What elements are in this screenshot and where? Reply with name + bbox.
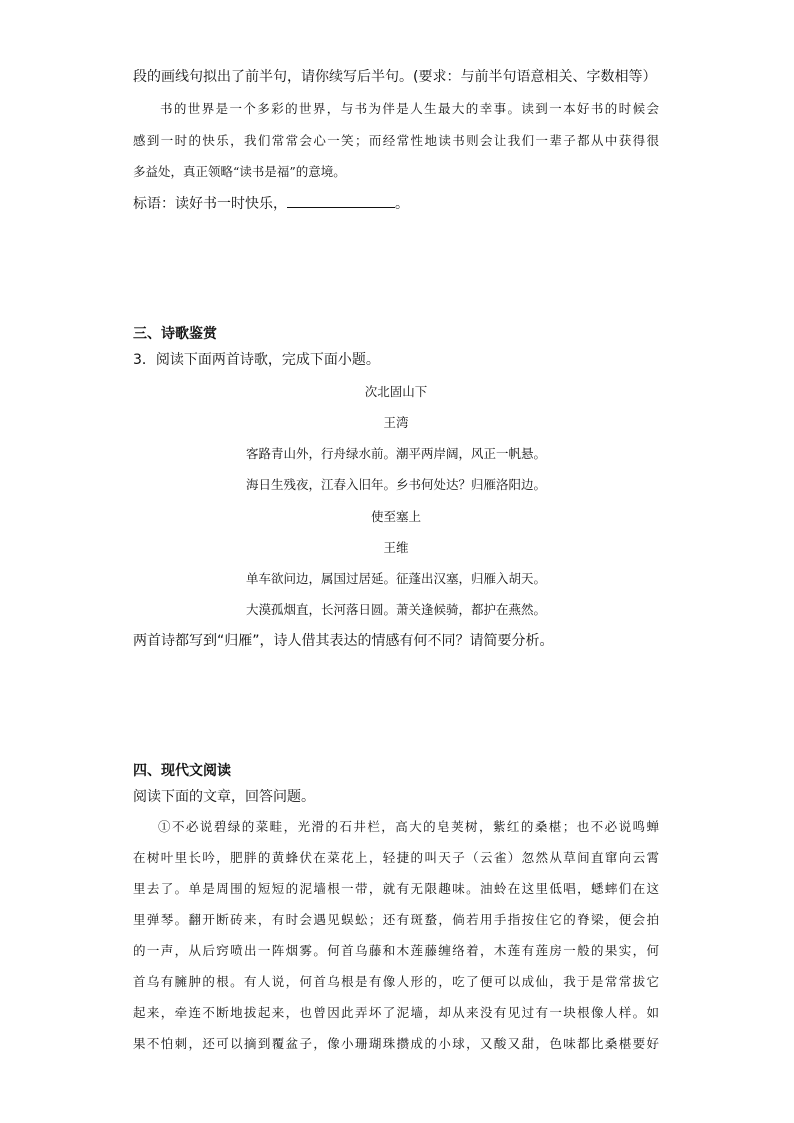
poem2-title: 使至塞上: [370, 509, 421, 524]
poem1-title: 次北固山下: [364, 384, 428, 399]
section4-instruction: 阅读下面的文章，回答问题。: [133, 789, 315, 805]
slogan-prefix: 标语：读好书一时快乐，: [133, 196, 287, 212]
article-line-5: 的一声，从后窍喷出一阵烟雾。何首乌藤和木莲藤缠络着，木莲有莲房一般的果实，何: [133, 943, 659, 958]
section3-question: 3．阅读下面两首诗歌，完成下面小题。: [133, 352, 380, 368]
article-line-8: 果不怕刺，还可以摘到覆盆子，像小珊瑚珠攒成的小球，又酸又甜，色味都比桑椹要好: [133, 1036, 659, 1051]
intro-instruction: 段的画线句拟出了前半句，请你续写后半句。(要求：与前半句语意相关、字数相等）: [133, 69, 657, 85]
intro-passage-line-3: 多益处，真正领略“读书是福”的意境。: [133, 164, 346, 179]
section4-heading: 四、现代文阅读: [133, 763, 231, 779]
poem2-author: 王维: [383, 540, 409, 555]
article-line-7: 起来，牵连不断地拔起来，也曾因此弄坏了泥墙，却从来没有见过有一块根像人样。如: [133, 1005, 659, 1020]
slogan-line: [133, 193, 409, 213]
poem2-line-2: 大漠孤烟直，长河落日圆。萧关逢候骑，都护在燕然。: [245, 602, 546, 617]
slogan-suffix: 。: [395, 196, 409, 212]
poem1-author: 王湾: [383, 415, 409, 430]
poem1-line-2: 海日生残夜，江春入旧年。乡书何处达？归雁洛阳边。: [245, 477, 546, 492]
poem1-line-1: 客路青山外，行舟绿水前。潮平两岸阔，风正一帆悬。: [245, 446, 546, 461]
intro-passage-line-1: 书的世界是一个多彩的世界，与书为伴是人生最大的幸事。读到一本好书的时候会: [160, 101, 659, 116]
article-line-1: ①不必说碧绿的菜畦，光滑的石井栏，高大的皂荚树，紫红的桑椹；也不必说鸣蝉: [158, 819, 659, 834]
article-line-2: 在树叶里长吟，肥胖的黄蜂伏在菜花上，轻捷的叫天子（云雀）忽然从草间直窜向云霄: [133, 850, 659, 865]
intro-passage-line-2: 感到一时的快乐，我们常常会心一笑；而经常性地读书则会让我们一辈子都从中获得很: [133, 133, 659, 148]
poem2-line-1: 单车欲问边，属国过居延。征蓬出汉塞，归雁入胡天。: [245, 571, 546, 586]
article-line-3: 里去了。单是周围的短短的泥墙根一带，就有无限趣味。油蛉在这里低唱，蟋蟀们在这: [133, 881, 659, 896]
section3-heading: 三、诗歌鉴赏: [133, 326, 217, 342]
section3-prompt: 两首诗都写到“归雁”，诗人借其表达的情感有何不同？请简要分析。: [133, 633, 554, 649]
slogan-answer-blank[interactable]: [287, 195, 395, 208]
article-line-4: 里弹琴。翻开断砖来，有时会遇见蜈蚣；还有斑蝥，倘若用手指按住它的脊梁，便会拍: [133, 912, 659, 927]
article-line-6: 首乌有臃肿的根。有人说，何首乌根是有像人形的，吃了便可以成仙，我于是常常拔它: [133, 974, 659, 989]
